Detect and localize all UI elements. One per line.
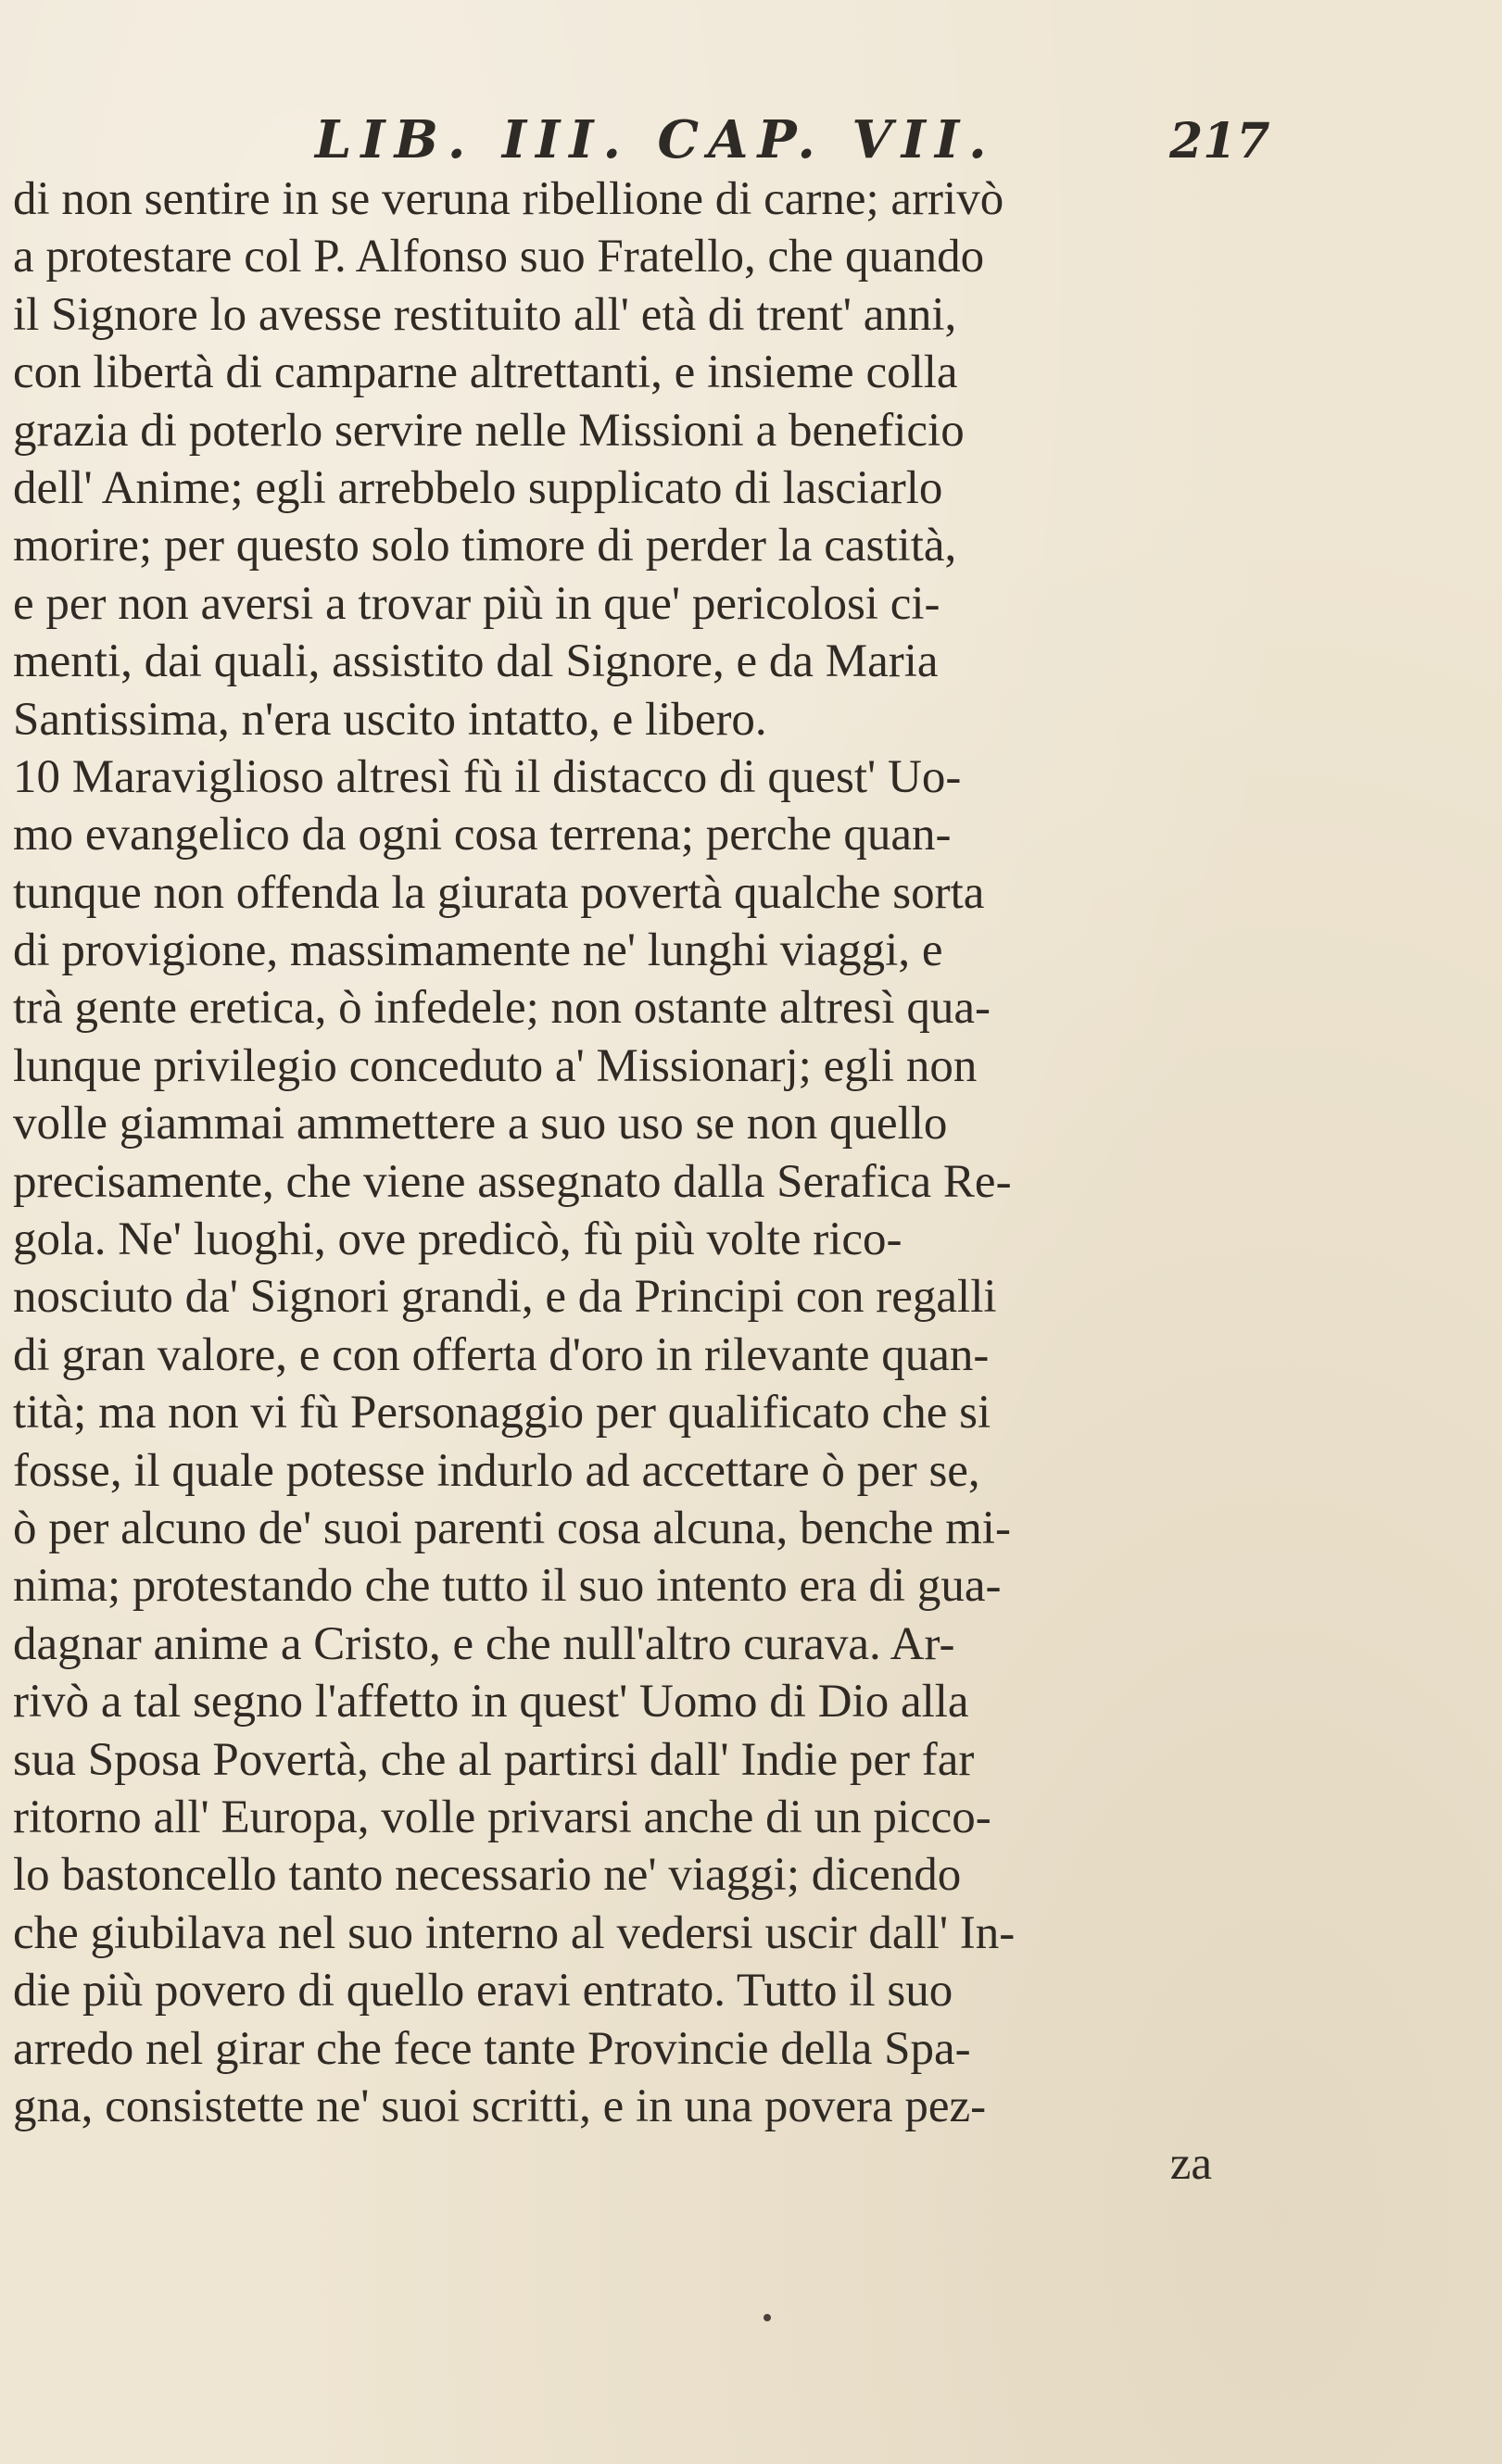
text-line: di non sentire in se veruna ribellione di carne; arrivò (13, 173, 1004, 225)
text-line: nosciuto da' Signori grandi, e da Principi con regalli (13, 1271, 997, 1324)
text-line: lo bastoncello tanto necessario ne' viaggi; dicendo (13, 1849, 962, 1902)
text-line: Santissima, n'era uscito intatto, e libero. (13, 693, 767, 746)
text-line: dell' Anime; egli arrebbelo supplicato di lasciarlo (13, 461, 943, 514)
text-line: dagnar anime a Cristo, e che null'altro curava. Ar- (13, 1617, 955, 1670)
page-number: 217 (1169, 113, 1270, 170)
text-line: mo evangelico da ogni cosa terrena; perche quan- (13, 809, 952, 861)
text-line: il Signore lo avesse restituito all' età di trent' anni, (13, 288, 957, 341)
text-line: grazia di poterlo servire nelle Missioni a beneficio (13, 404, 965, 457)
text-line: ò per alcuno de' suoi parenti cosa alcuna, benche mi- (13, 1502, 1011, 1554)
text-line: morire; per questo solo timore di perder la castità, (13, 520, 957, 572)
catchword: za (1169, 2138, 1212, 2191)
text-line: 10 Maraviglioso altresì fù il distacco di quest' Uo- (13, 750, 962, 803)
text-line: gola. Ne' luoghi, ove predicò, fù più volte rico- (13, 1213, 902, 1266)
text-line: menti, dai quali, assistito dal Signore, e da Maria (13, 635, 939, 688)
text-line: con libertà di camparne altrettanti, e insieme colla (13, 346, 958, 399)
text-line: gna, consistette ne' suoi scritti, e in una povera pez- (13, 2080, 987, 2132)
text-line: tità; ma non vi fù Personaggio per qualificato che si (13, 1387, 991, 1439)
text-line: ritorno all' Europa, volle privarsi anche di un picco- (13, 1791, 991, 1843)
text-line: fosse, il quale potesse indurlo ad accettare ò per se, (13, 1444, 980, 1497)
text-line: volle giammai ammettere a suo uso se non quello (13, 1098, 948, 1150)
running-title: LIB. III. CAP. VII. (315, 109, 996, 170)
text-line: di gran valore, e con offerta d'oro in rilevante quan- (13, 1328, 990, 1381)
ink-speck (764, 2314, 771, 2321)
text-line: arredo nel girar che fece tante Provincie della Spa- (13, 2022, 971, 2075)
text-line: precisamente, che viene assegnato dalla Serafica Re- (13, 1155, 1012, 1208)
text-line: tunque non offenda la giurata povertà qualche sorta (13, 866, 985, 919)
text-line: di provigione, massimamente ne' lunghi viaggi, e (13, 924, 943, 977)
text-line: che giubilava nel suo interno al vedersi uscir dall' In- (13, 1906, 1016, 1959)
text-line: nima; protestando che tutto il suo intento era di gua- (13, 1560, 1002, 1613)
text-line: rivò a tal segno l'affetto in quest' Uomo di Dio alla (13, 1676, 969, 1729)
text-line: a protestare col P. Alfonso suo Fratello, che quando (13, 231, 985, 283)
text-line: sua Sposa Povertà, che al partirsi dall' Indie per far (13, 1733, 975, 1786)
text-line: lunque privilegio conceduto a' Missionarj; egli non (13, 1039, 978, 1092)
text-line: e per non aversi a trovar più in que' pericolosi ci- (13, 577, 940, 630)
text-line: die più povero di quello eravi entrato. Tutto il suo (13, 1965, 953, 2018)
page-header (0, 109, 1502, 174)
text-line: trà gente eretica, ò infedele; non ostante altresì qua- (13, 982, 991, 1035)
text-body (13, 170, 1273, 2194)
